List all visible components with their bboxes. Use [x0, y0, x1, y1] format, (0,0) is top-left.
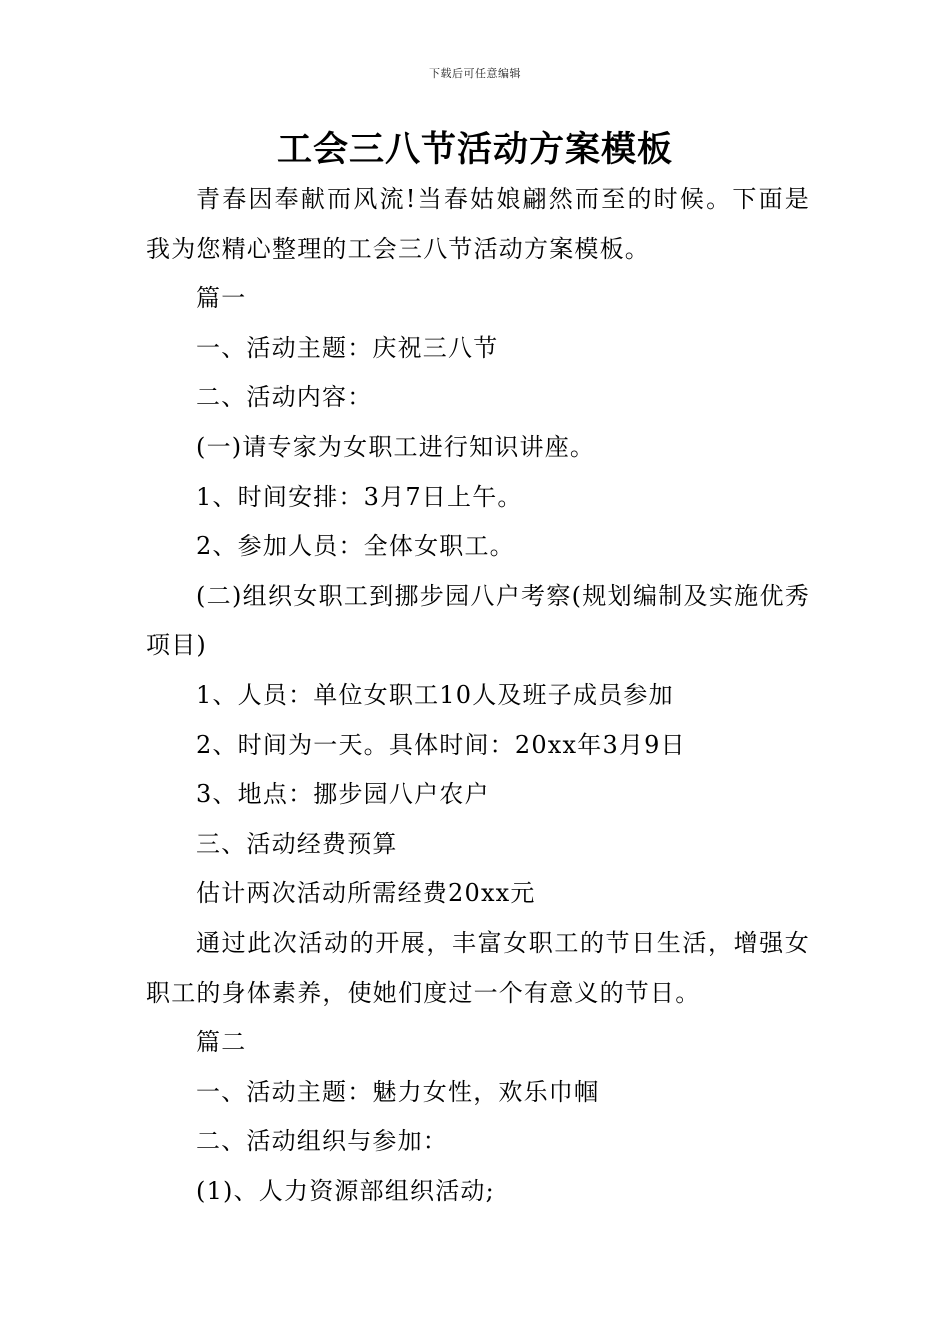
activity-content-heading: 二、活动内容：	[196, 383, 373, 412]
lecture-time: 1、时间安排：3月7日上午。	[196, 482, 523, 511]
part-two-organizer-item: (1)、人力资源部组织活动;	[196, 1176, 495, 1205]
lecture-participants: 2、参加人员：全体女职工。	[196, 532, 515, 561]
header-note: 下载后可任意编辑	[429, 67, 521, 80]
activity-theme-line: 一、活动主题：庆祝三八节	[196, 333, 499, 362]
section-heading-part-two: 篇二	[196, 1028, 247, 1057]
visit-time: 2、时间为一天。具体时间：20xx年3月9日	[196, 730, 686, 759]
section-heading-part-one: 篇一	[196, 284, 247, 313]
visit-location: 3、地点：挪步园八户农户	[196, 780, 490, 809]
lecture-item: (一)请专家为女职工进行知识讲座。	[196, 432, 596, 461]
part-two-theme-line: 一、活动主题：魅力女性，欢乐巾帼	[196, 1077, 600, 1106]
document-title: 工会三八节活动方案模板	[276, 130, 673, 170]
visit-participants: 1、人员：单位女职工10人及班子成员参加	[196, 680, 674, 709]
document-body	[146, 175, 810, 1216]
intro-paragraph: 青春因奉献而风流!当春姑娘翩然而至的时候。下面是我为您精心整理的工会三八节活动方案模板。	[146, 185, 810, 263]
summary-paragraph: 通过此次活动的开展，丰富女职工的节日生活，增强女职工的身体素养，使她们度过一个有意义的节日。	[146, 928, 810, 1007]
budget-heading: 三、活动经费预算	[196, 829, 398, 858]
budget-estimate: 估计两次活动所需经费20xx元	[196, 879, 536, 908]
visit-item: (二)组织女职工到挪步园八户考察(规划编制及实施优秀项目)	[146, 581, 810, 660]
part-two-organization-heading: 二、活动组织与参加：	[196, 1127, 448, 1156]
